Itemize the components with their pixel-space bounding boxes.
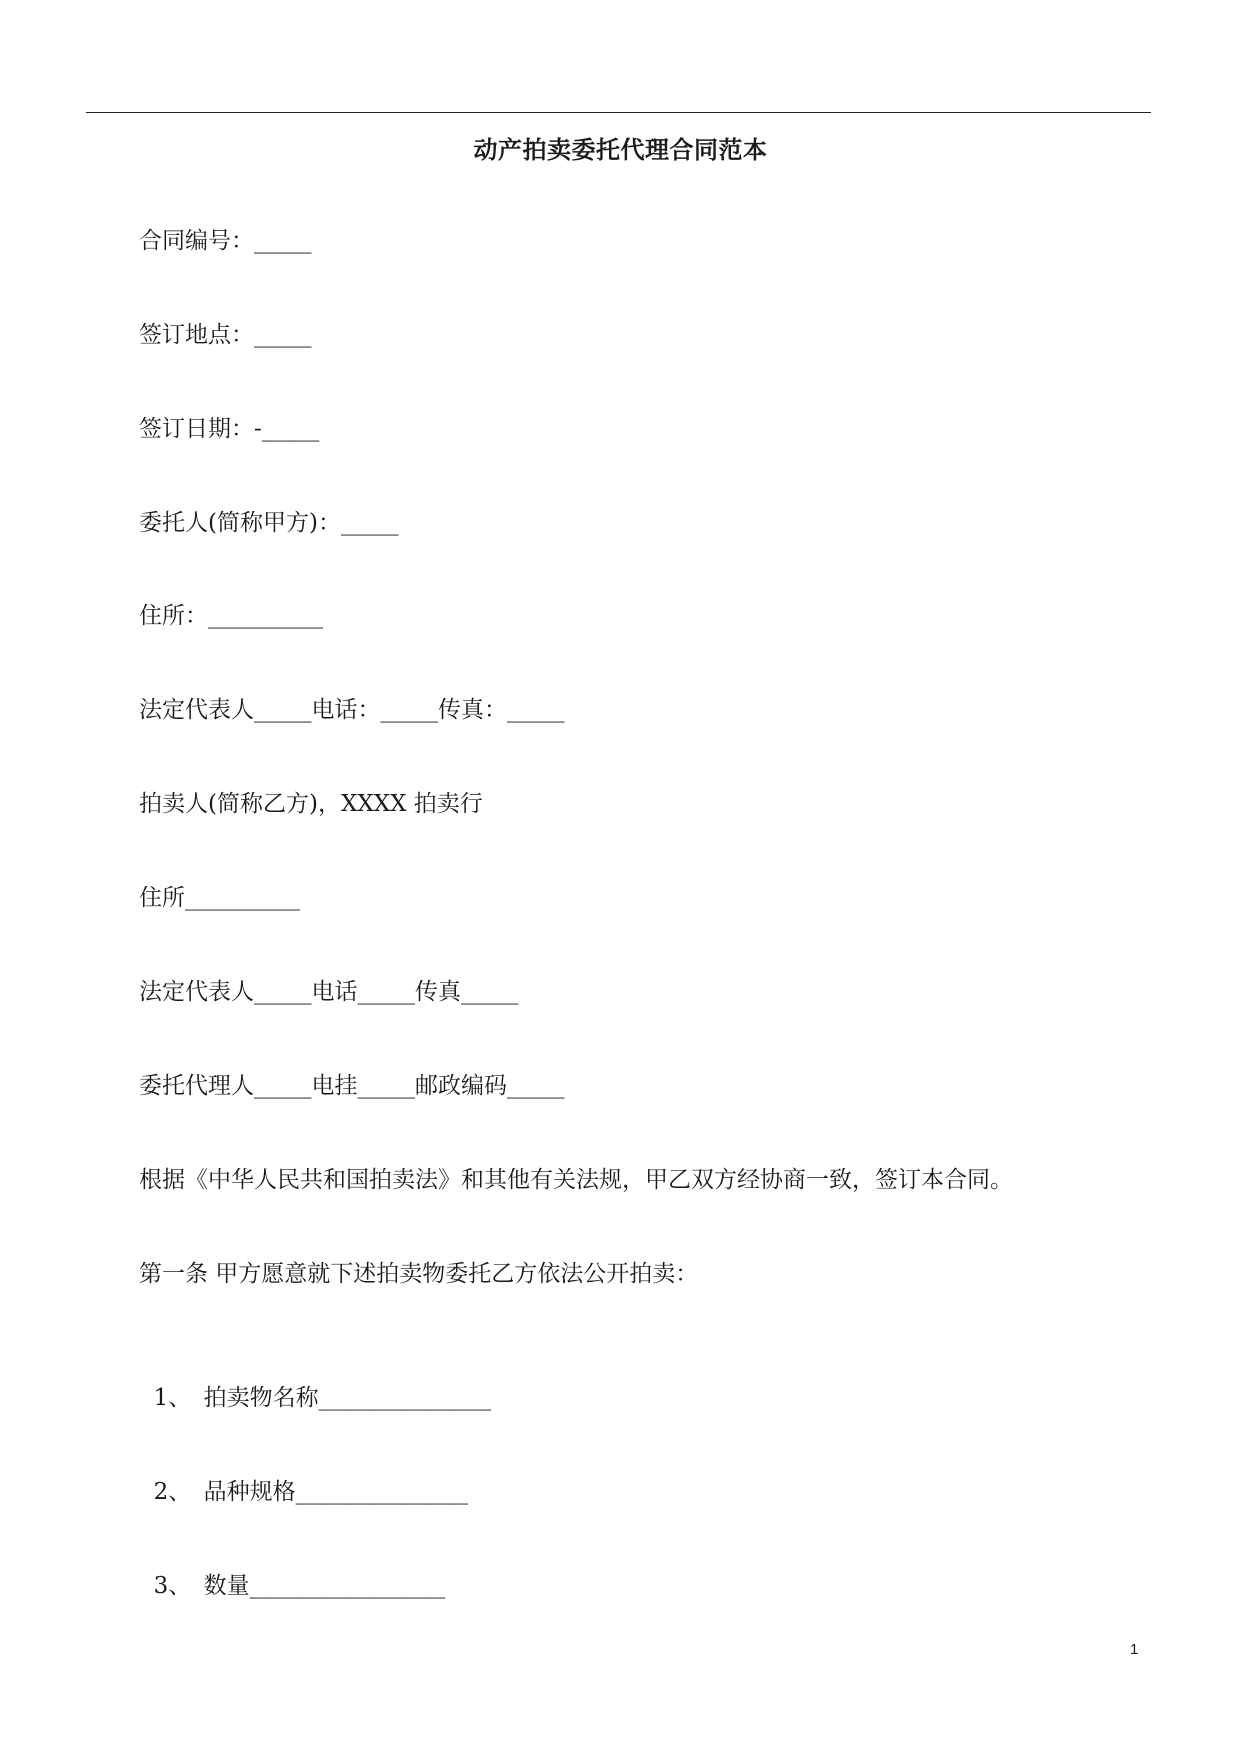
- auctioneer-party-b-field: 拍卖人(简称乙方)，XXXX 拍卖行: [139, 791, 483, 817]
- page-number: 1: [1130, 1641, 1139, 1658]
- list-item: [139, 1447, 468, 1507]
- list-item: [139, 1353, 491, 1413]
- party-a-representative-field: 法定代表人_____电话：_____传真：_____: [139, 697, 565, 723]
- item-text: 拍卖物名称_______________: [203, 1385, 492, 1411]
- party-b-address-field: 住所__________: [139, 885, 300, 911]
- item-text: 数量_________________: [203, 1573, 446, 1599]
- signing-date-field: 签订日期：-_____: [139, 416, 320, 442]
- item-number: 1、: [153, 1385, 192, 1411]
- article-one-heading: 第一条 甲方愿意就下述拍卖物委托乙方依法公开拍卖：: [139, 1261, 699, 1287]
- contract-number-field: 合同编号：_____: [139, 228, 312, 254]
- party-b-representative-field: 法定代表人_____电话_____传真_____: [139, 979, 519, 1005]
- client-party-a-field: 委托人(简称甲方)：_____: [139, 510, 399, 536]
- party-a-address-field: 住所：__________: [139, 603, 323, 629]
- signing-place-field: 签订地点：_____: [139, 322, 312, 348]
- agent-field: 委托代理人_____电挂_____邮政编码_____: [139, 1073, 565, 1099]
- item-number: 3、: [153, 1573, 192, 1599]
- preamble-paragraph: 根据《中华人民共和国拍卖法》和其他有关法规，甲乙双方经协商一致，签订本合同。: [139, 1167, 1013, 1193]
- list-item: [139, 1541, 445, 1601]
- document-title: 动产拍卖委托代理合同范本: [473, 135, 768, 164]
- header-rule: [86, 112, 1151, 113]
- item-text: 品种规格_______________: [203, 1479, 469, 1505]
- item-number: 2、: [153, 1479, 192, 1505]
